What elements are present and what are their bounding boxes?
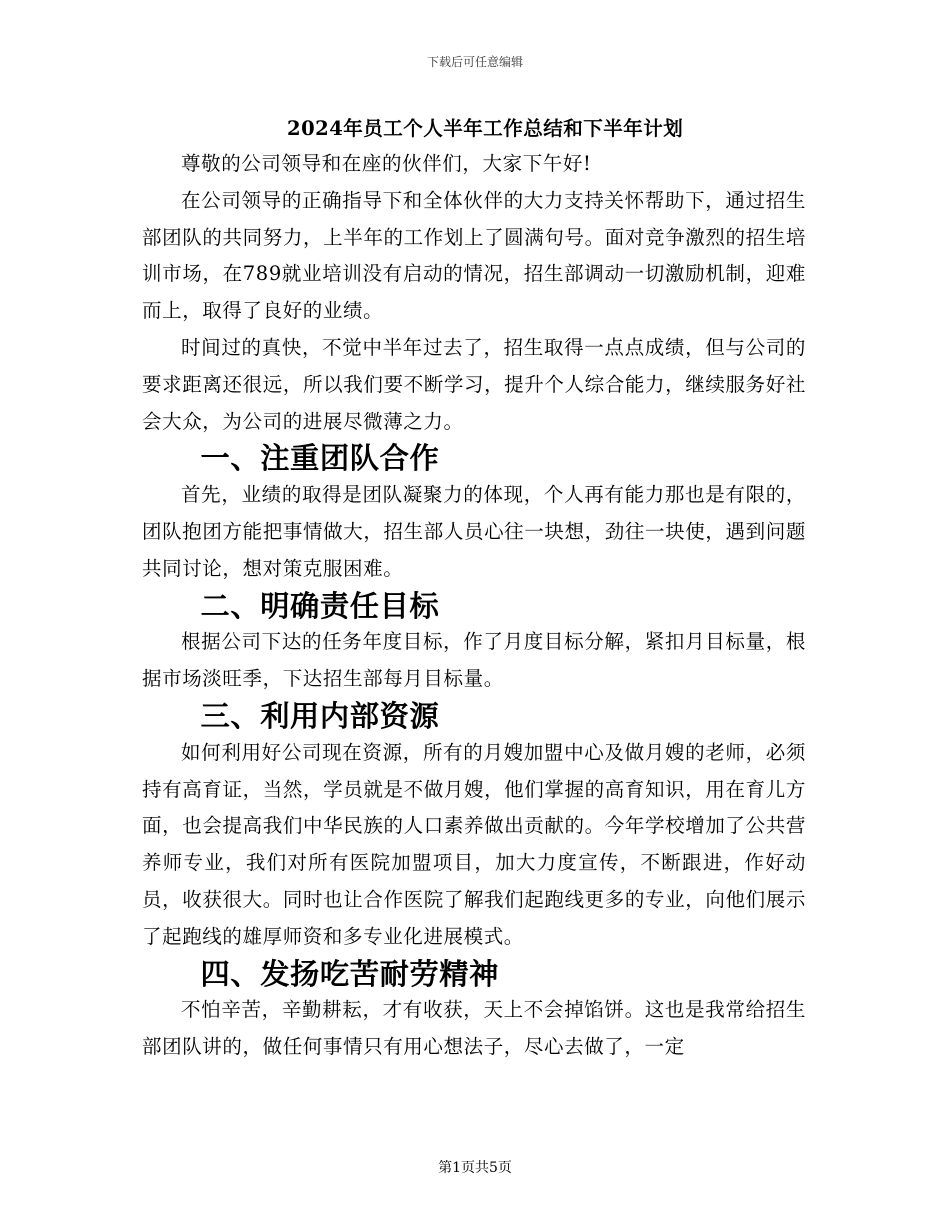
- section-body-hardwork: 不怕辛苦，辛勤耕耘，才有收获，天上不会掉馅饼。这也是我常给招生部团队讲的，做任何事情只有用心想法子，尽心去做了，一定: [142, 998, 806, 1059]
- document-title: 2024年员工个人半年工作总结和下半年计划: [287, 117, 684, 140]
- section-heading-goals: 二、明确责任目标: [200, 588, 440, 623]
- document-body: [142, 112, 806, 1066]
- page-header: 下载后可任意编辑: [426, 55, 523, 69]
- page-footer: 第1页共5页: [438, 1160, 512, 1176]
- section-heading-resources: 三、利用内部资源: [200, 698, 440, 733]
- intro-paragraph-1: 在公司领导的正确指导下和全体伙伴的大力支持关怀帮助下，通过招生部团队的共同努力，上半年的工作划上了圆满句号。面对竞争激烈的招生培训市场，在789就业培训没有启动的情况，招生部调动一切激励机制，迎难而上，取得了良好的业绩。: [142, 188, 806, 323]
- greeting-paragraph: 尊敬的公司领导和在座的伙伴们，大家下午好!: [181, 152, 592, 175]
- section-heading-team: 一、注重团队合作: [200, 441, 440, 476]
- intro-paragraph-2: 时间过的真快，不觉中半年过去了，招生取得一点点成绩，但与公司的要求距离还很远，所以我们要不断学习，提升个人综合能力，继续服务好社会大众，为公司的进展尽微薄之力。: [142, 335, 806, 433]
- section-body-goals: 根据公司下达的任务年度目标，作了月度目标分解，紧扣月目标量，根据市场淡旺季，下达招生部每月目标量。: [142, 630, 806, 691]
- section-body-team: 首先，业绩的取得是团队凝聚力的体现，个人再有能力那也是有限的，团队抱团方能把事情做大，招生部人员心往一块想，劲往一块使，遇到问题共同讨论，想对策克服困难。: [142, 483, 806, 580]
- section-heading-hardwork: 四、发扬吃苦耐劳精神: [200, 956, 499, 991]
- section-body-resources: 如何利用好公司现在资源，所有的月嫂加盟中心及做月嫂的老师，必须持有高育证，当然，学员就是不做月嫂，他们掌握的高育知识，用在育儿方面，也会提高我们中华民族的人口素养做出贡献的。今年学校增加了公共营养师专业，我们对所有医院加盟项目，加大力度宣传，不断跟进，作好动员，收获很大。同时也让合作医院了解我们起跑线更多的专业，向他们展示了起跑线的雄厚师资和多专业化进展模式。: [142, 740, 806, 948]
